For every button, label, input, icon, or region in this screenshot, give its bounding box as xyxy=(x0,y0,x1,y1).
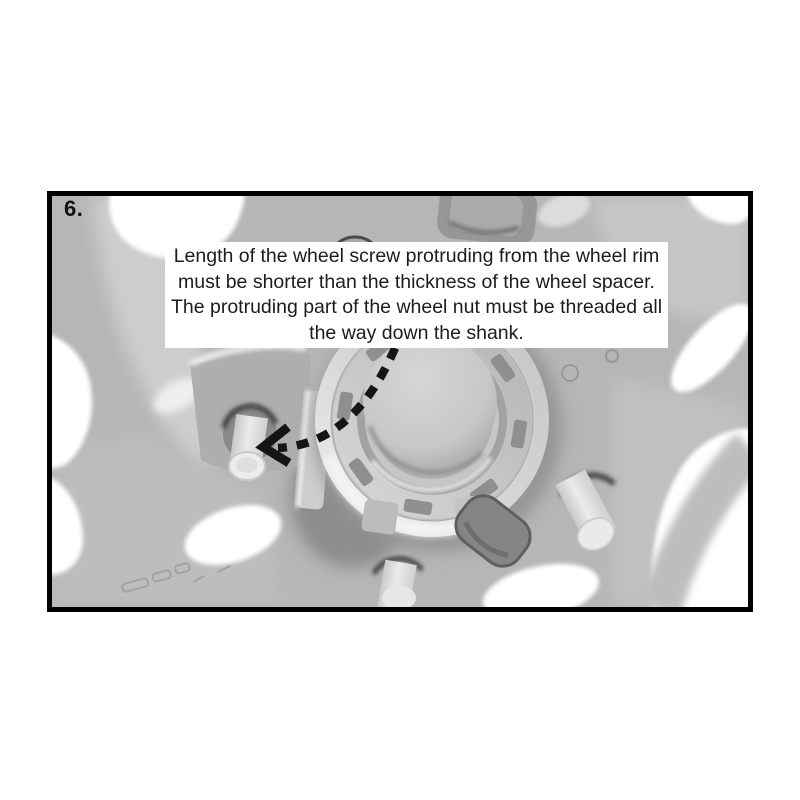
instruction-panel xyxy=(47,191,753,612)
instruction-line: must be shorter than the thickness of the wheel spacer. xyxy=(178,270,655,293)
instruction-line: Length of the wheel screw protruding from the wheel rim xyxy=(173,245,660,267)
instruction-line: The protruding part of the wheel nut must be threaded all xyxy=(170,296,663,318)
instruction-line: the way down the shank. xyxy=(309,321,524,344)
instruction-callout xyxy=(165,242,668,348)
step-number: 6. xyxy=(64,196,84,221)
